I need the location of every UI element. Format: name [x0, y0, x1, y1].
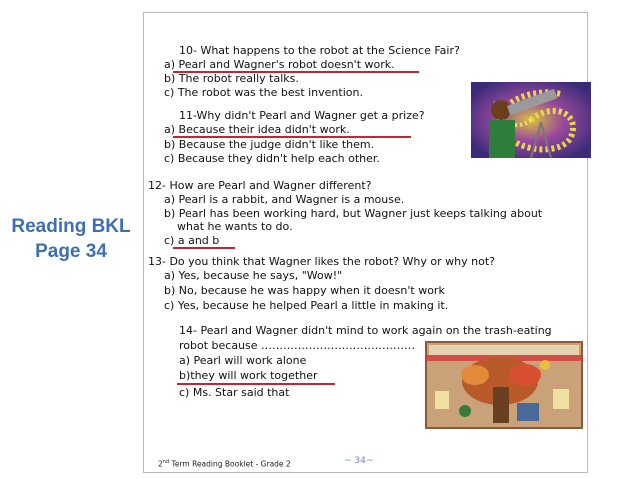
- q12-question: 12- How are Pearl and Wagner different?: [148, 179, 372, 192]
- q10-question: 10- What happens to the robot at the Science Fair?: [179, 44, 460, 57]
- q12-option-c: c) a and b: [164, 234, 220, 247]
- q12-option-b: b) Pearl has been working hard, but Wagner just keeps talking about: [164, 207, 543, 220]
- side-label-page: Page 34: [35, 241, 107, 262]
- q14-question: 14- Pearl and Wagner didn't mind to work again on the trash-eating: [179, 324, 552, 337]
- q12-option-a: a) Pearl is a rabbit, and Wagner is a mouse.: [164, 193, 405, 206]
- q10-option-b: b) The robot really talks.: [164, 72, 299, 85]
- q11-option-c: c) Because they didn't help each other.: [164, 152, 380, 165]
- answer-underline: [173, 247, 235, 249]
- q13-option-c: c) Yes, because he helped Pearl a little in making it.: [164, 299, 449, 312]
- q14-option-a: a) Pearl will work alone: [179, 354, 307, 367]
- q10-option-a: a) Pearl and Wagner's robot doesn't work.: [164, 58, 395, 71]
- side-label-title: Reading BKL: [11, 216, 131, 237]
- q11-option-b: b) Because the judge didn't like them.: [164, 138, 375, 151]
- classroom-bulletin-photo: [425, 341, 583, 429]
- footer-ordinal-suffix: nd: [162, 459, 170, 465]
- telescope-illustration: [471, 82, 591, 158]
- q11-option-a: a) Because their idea didn't work.: [164, 123, 350, 136]
- q14-option-b: b)they will work together: [179, 369, 318, 382]
- answer-underline: [177, 383, 335, 385]
- q14-question-continued: robot because ……………………………………: [179, 339, 416, 352]
- q13-question: 13- Do you think that Wagner likes the robot? Why or why not?: [148, 255, 495, 268]
- q12-option-b-continued: what he wants to do.: [177, 220, 293, 233]
- side-label: [0, 214, 142, 264]
- footer-text: Term Reading Booklet - Grade 2: [169, 459, 291, 469]
- q14-option-c: c) Ms. Star said that: [179, 386, 290, 399]
- q13-option-b: b) No, because he was happy when it doesn't work: [164, 284, 445, 297]
- page-footer: [158, 459, 291, 469]
- q10-option-c: c) The robot was the best invention.: [164, 86, 363, 99]
- footer-ordinal: 2: [158, 459, 163, 469]
- q11-question: 11-Why didn't Pearl and Wagner get a prize?: [179, 109, 425, 122]
- page-number: ~ 34~: [344, 456, 374, 466]
- worksheet-page: [143, 12, 588, 473]
- q13-option-a: a) Yes, because he says, "Wow!": [164, 269, 343, 282]
